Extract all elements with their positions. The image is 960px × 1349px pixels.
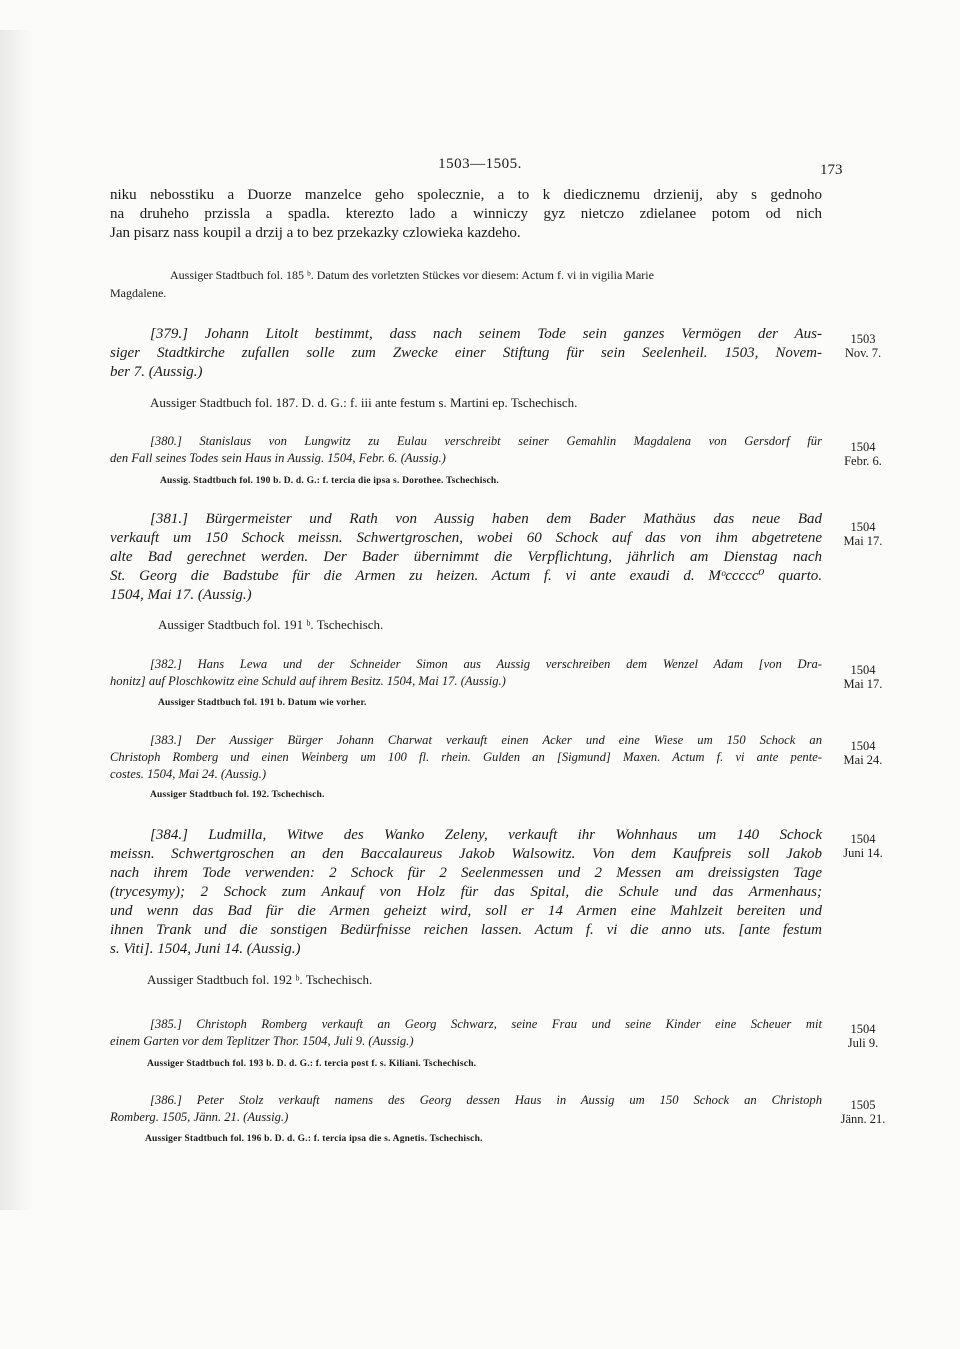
text-line: alte Bad gerechnet werden. Der Bader übernimmt die Verpflichtung, jährlich am Dienstag nach bbox=[110, 549, 822, 565]
text-line: honitz] auf Ploschkowitz eine Schuld auf ihrem Besitz. 1504, Mai 17. (Aussig.) bbox=[110, 674, 506, 688]
text-line: [383.] Der Aussiger Bürger Johann Charwat verkauft einen Acker und eine Wiese um 150 Schock an bbox=[150, 733, 822, 747]
entry-381 bbox=[110, 510, 822, 605]
text-line: na druheho przissla a spadla. kterezto lado a winniczy gyz nietczo zdielanee potom od nich bbox=[110, 206, 822, 222]
text-line: costes. 1504, Mai 24. (Aussig.) bbox=[110, 767, 267, 781]
scan-edge-shadow bbox=[0, 30, 34, 1210]
text-line: St. Georg die Badstube für die Armen zu heizen. Actum f. vi ante exaudi d. Mᵒccccc⁰ quarto. bbox=[110, 568, 822, 584]
source-note: Magdalene. bbox=[110, 286, 167, 300]
source-note: Aussiger Stadtbuch fol. 196 b. D. d. G.: f. tercia ipsa die s. Agnetis. Tschechisch. bbox=[145, 1134, 483, 1144]
entry-383 bbox=[110, 732, 822, 783]
text-line: Christoph Romberg und einen Weinberg um 100 fl. rhein. Gulden an [Sigmund] Maxen. Actum f. vi ante pente- bbox=[110, 750, 822, 764]
text-line: s. Viti]. 1504, Juni 14. (Aussig.) bbox=[110, 941, 301, 957]
text-line: ber 7. (Aussig.) bbox=[110, 364, 203, 380]
text-line: (trycesymy); 2 Schock zum Ankauf von Holz für das Spital, die Schule und das Armenhaus; bbox=[110, 884, 822, 900]
source-note: Aussiger Stadtbuch fol. 191 b. Datum wie vorher. bbox=[158, 698, 367, 708]
source-note: Aussiger Stadtbuch fol. 192. Tschechisch. bbox=[150, 790, 325, 800]
margin-date: 1503 Nov. 7. bbox=[844, 332, 882, 360]
source-note: Aussig. Stadtbuch fol. 190 b. D. d. G.: f. tercia die ipsa s. Dorothee. Tschechisch. bbox=[160, 476, 499, 486]
entry-384 bbox=[110, 826, 822, 959]
source-note: Aussiger Stadtbuch fol. 193 b. D. d. G.: f. tercia post f. s. Kiliani. Tschechisch. bbox=[147, 1059, 477, 1069]
margin-date: 1505 Jänn. 21. bbox=[840, 1098, 886, 1126]
source-note: Aussiger Stadtbuch fol. 192 ᵇ. Tschechisch. bbox=[147, 972, 373, 987]
intro-paragraph bbox=[110, 186, 822, 243]
text-line: [379.] Johann Litolt bestimmt, dass nach seinem Tode sein ganzes Vermögen der Aus- bbox=[150, 326, 822, 342]
source-note: Aussiger Stadtbuch fol. 185 ᵇ. Datum des vorletzten Stückes vor diesem: Actum f. vi in vigilia Marie bbox=[170, 268, 654, 282]
text-line: meissn. Schwertgroschen an den Baccalaureus Jakob Walsowitz. Von dem Kaufpreis soll Jakob bbox=[110, 846, 822, 862]
text-line: siger Stadtkirche zufallen solle zum Zwecke einer Stiftung für sein Seelenheil. 1503, Novem- bbox=[110, 345, 822, 361]
text-line: Romberg. 1505, Jänn. 21. (Aussig.) bbox=[110, 1110, 289, 1124]
text-line: den Fall seines Todes sein Haus in Aussig. 1504, Febr. 6. (Aussig.) bbox=[110, 451, 446, 465]
margin-date: 1504 Febr. 6. bbox=[844, 440, 882, 468]
text-line: [386.] Peter Stolz verkauft namens des Georg dessen Haus in Aussig um 150 Schock an Christoph bbox=[150, 1093, 822, 1107]
margin-date: 1504 Juni 14. bbox=[843, 832, 883, 860]
source-note: Aussiger Stadtbuch fol. 187. D. d. G.: f. iii ante festum s. Martini ep. Tschechisch. bbox=[150, 395, 578, 410]
text-line: ihnen Trank und die sonstigen Bedürfnisse reichen lassen. Actum f. vi die anno uts. [ante festum bbox=[110, 922, 822, 938]
text-line: niku nebosstiku a Duorze manzelce geho spolecznie, a to k diedicznemu drzienij, aby s gednoho bbox=[110, 187, 822, 203]
entry-382 bbox=[110, 656, 822, 690]
text-line: nach ihrem Tode verwenden: 2 Schock für 2 Seelenmessen und 2 Messen am dreissigsten Tage bbox=[110, 865, 822, 881]
text-line: Jan pisarz nass koupil a drzij a to bez przekazky czlowieka kazdeho. bbox=[110, 225, 521, 241]
running-title: 1503—1505. bbox=[438, 156, 522, 172]
text-line: 1504, Mai 17. (Aussig.) bbox=[110, 587, 252, 603]
margin-date: 1504 Mai 17. bbox=[843, 663, 883, 691]
source-note: Aussiger Stadtbuch fol. 191 ᵇ. Tschechisch. bbox=[158, 617, 384, 632]
text-line: einem Garten vor dem Teplitzer Thor. 1504, Juli 9. (Aussig.) bbox=[110, 1034, 414, 1048]
entry-386 bbox=[110, 1092, 822, 1126]
text-line: [385.] Christoph Romberg verkauft an Georg Schwarz, seine Frau und seine Kinder eine Scheuer mit bbox=[150, 1017, 822, 1031]
text-line: [380.] Stanislaus von Lungwitz zu Eulau verschreibt seiner Gemahlin Magdalena von Gersdorf für bbox=[150, 434, 822, 448]
margin-date: 1504 Mai 17. bbox=[843, 520, 883, 548]
page-number: 173 bbox=[820, 162, 843, 178]
margin-date: 1504 Juli 9. bbox=[847, 1022, 879, 1050]
entry-380 bbox=[110, 433, 822, 467]
entry-385 bbox=[110, 1016, 822, 1050]
text-line: [381.] Bürgermeister und Rath von Aussig haben dem Bader Mathäus das neue Bad bbox=[150, 511, 822, 527]
text-line: [384.] Ludmilla, Witwe des Wanko Zeleny, verkauft ihr Wohnhaus um 140 Schock bbox=[150, 827, 822, 843]
text-line: verkauft um 150 Schock meissn. Schwertgroschen, wobei 60 Schock auf das von ihm abgetretene bbox=[110, 530, 822, 546]
text-line: [382.] Hans Lewa und der Schneider Simon aus Aussig verschreiben dem Wenzel Adam [von Dra- bbox=[150, 657, 822, 671]
entry-379 bbox=[110, 325, 822, 382]
margin-date: 1504 Mai 24. bbox=[843, 739, 883, 767]
text-line: und wenn das Bad für die Armen geheizt wird, soll er 14 Armen eine Mahlzeit bereiten und bbox=[110, 903, 822, 919]
